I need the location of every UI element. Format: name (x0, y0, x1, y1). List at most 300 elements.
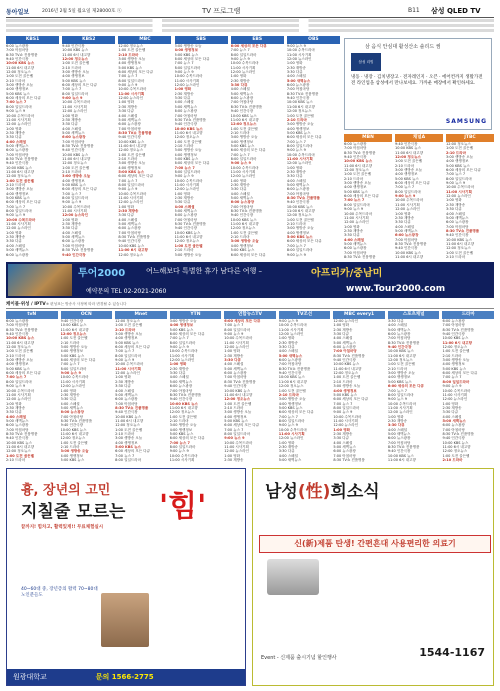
cable-title: 케이블·위성 / IPTV (6, 302, 46, 307)
page-number: B11 (408, 7, 420, 14)
program-row: 5:00 새벽뉴스 (333, 444, 356, 449)
program-row: 3:00 생방송 오늘 (118, 161, 146, 166)
program-row: 12:00 정오뉴스 (286, 109, 312, 114)
program-row: 11:00 6시 내고향 (118, 248, 148, 253)
program-row: 10:00 수목드라마 (174, 178, 203, 183)
program-row: 6:00 뉴스광장 (286, 83, 310, 88)
program-row: 12:00 뉴스라인 (286, 161, 312, 166)
listing-column (446, 134, 494, 260)
program-row: 5:00 새벽뉴스 (278, 353, 303, 358)
program-row: 10:00 수목드라마 (118, 87, 147, 92)
ad-left-sub1: 끝까지! 힘차고, 활력있게!! 무료체험실시 (21, 525, 104, 530)
program-row: 8:00 일일드라마 (6, 104, 32, 109)
program-row: 9:40 인간극장 (333, 358, 356, 363)
program-row: 5:00 KBS 뉴스 (230, 248, 255, 253)
program-row: 8:30 TV쇼 진품명품 (395, 241, 427, 246)
program-row: 4:00 생생정보 (442, 362, 465, 367)
program-row: 10:00 KBS 뉴스 (174, 230, 201, 235)
program-row: 12:00 정오뉴스 (224, 397, 251, 402)
program-row: 4:00 스페셜 (286, 74, 306, 79)
program-row: 4:00 스페셜 (278, 349, 298, 354)
program-row: 1:00 영화 (174, 87, 192, 92)
program-row: 12:00 정오뉴스 (118, 252, 144, 257)
channel-header: TV조선 (279, 311, 331, 319)
program-row: 7:00 뉴스 7 (115, 349, 135, 354)
program-row: 2:30 재방송 (169, 366, 189, 371)
program-row: 12:00 뉴스라인 (278, 436, 304, 441)
program-row: 3:30 다큐 (278, 449, 295, 454)
program-row: 10:00 수목드라마 (174, 74, 203, 79)
listing-column (118, 36, 171, 260)
program-row: 6:00 세상의 모든 다큐 (230, 148, 266, 153)
program-row: 10:00 KBS 뉴스 (278, 375, 305, 380)
program-row: 11:00 시사기획 (169, 458, 195, 462)
program-row: 3:30 다큐 (446, 207, 462, 212)
program-row: 1:00 영화 (169, 362, 187, 367)
program-row: 7:00 아침마당 (6, 323, 29, 328)
program-row: 9:40 인간극장 (442, 436, 465, 441)
program-row: 2:10 드라마 (344, 176, 364, 181)
program-row: 2:30 재방송 (6, 130, 26, 135)
health-ad-left (6, 468, 246, 686)
program-row: 3:30 다큐 (387, 319, 404, 323)
program-row: 2:10 드라마 (286, 222, 306, 227)
program-row: 11:00 6시 내고향 (395, 254, 424, 259)
program-row: 11:00 시사기획 (6, 117, 31, 122)
program-row: 1:00 영화 (6, 230, 22, 235)
channel-header: KBS2 (62, 36, 115, 44)
program-row: 1:00 도전 골든벨 (60, 440, 88, 445)
program-row: 8:00 일일드라마 (224, 327, 251, 332)
program-row: 10:00 KBS 뉴스 (6, 61, 35, 66)
program-row: 5:00 KBS 뉴스 (446, 163, 470, 168)
program-row: 1:00 도전 골든벨 (115, 323, 143, 328)
program-row: 11:00 시사기획 (395, 202, 420, 207)
program-row: 9:00 뉴스 9 (60, 371, 81, 376)
program-row: 7:00 아침마당 (395, 237, 418, 242)
travel-photo (8, 264, 72, 296)
program-row: 7:00 뉴스 7 (62, 87, 82, 92)
program-row: 5:00 KBS 뉴스 (115, 340, 139, 345)
program-row: 7:00 아침마당 (333, 453, 356, 458)
program-row: 1:00 도전 골든벨 (118, 152, 146, 157)
program-row: 7:00 뉴스 7 (344, 198, 365, 203)
program-row: 7:00 아침마당 (344, 146, 367, 151)
program-row: 3:00 생방송 오늘 (286, 122, 314, 127)
program-row: 7:00 뉴스 7 (224, 427, 244, 432)
program-row: 6:00 세상의 모든 다큐 (6, 371, 41, 376)
program-row: 12:00 정오뉴스 (174, 135, 200, 140)
program-row: 12:00 뉴스라인 (395, 207, 420, 212)
program-row: 4:00 스페셜 (174, 204, 195, 209)
program-row: 11:00 6시 내고향 (442, 340, 472, 345)
program-row: 10:00 KBS 뉴스 (387, 349, 414, 354)
program-row: 11:00 시사기획 (118, 196, 144, 201)
program-row: 5:00 새벽뉴스 (446, 215, 469, 220)
program-row: 11:00 시사기획 (224, 444, 249, 449)
program-row: 8:30 TV쇼 진품명품 (333, 353, 365, 358)
program-row: 9:40 인간극장 (387, 449, 411, 454)
program-row: 7:00 뉴스 7 (395, 185, 415, 190)
program-row: 1:00 도전 골든벨 (446, 146, 473, 151)
program-row: 2:10 드라마 (6, 78, 26, 83)
program-row: 9:00 뉴스 9 (224, 332, 244, 337)
program-row: 8:00 일일드라마 (6, 379, 32, 384)
program-row: 12:00 정오뉴스 (6, 70, 31, 75)
program-row: 8:00 일일드라마 (278, 418, 305, 423)
program-row: 11:00 시사기획 (174, 183, 200, 187)
program-row: 3:00 생방송 오늘 (60, 449, 89, 454)
program-row: 8:30 TV쇼 진품명품 (446, 228, 480, 233)
program-row: 4:00 스페셜 (174, 100, 194, 105)
program-row: 5:00 새벽뉴스 (442, 418, 466, 423)
program-row: 1:00 도전 골든벨 (387, 362, 415, 367)
program-row: 11:00 6시 내고향 (230, 117, 259, 122)
program-row: 11:00 시사기획 (6, 392, 31, 397)
ad-left-footer-name: 원광대학교 (13, 673, 47, 681)
program-row: 9:40 인간극장 (6, 436, 29, 441)
program-row: 7:00 뉴스 7 (6, 100, 27, 105)
program-row: 6:00 뉴스광장 (442, 423, 465, 428)
program-row: 8:30 TV쇼 진품명품 (174, 117, 207, 122)
program-row: 12:00 정오뉴스 (174, 239, 200, 244)
program-row: 4:00 생생정보 (278, 401, 302, 406)
program-row: 1:00 영화 (286, 61, 303, 66)
program-row: 5:00 새벽뉴스 (118, 222, 141, 227)
program-row: 9:40 인간극장 (230, 109, 254, 114)
program-row: 1:00 영화 (278, 440, 295, 445)
program-row: 7:00 아침마당 (442, 427, 465, 432)
listing-column (61, 311, 113, 465)
program-row: 12:00 뉴스라인 (62, 109, 87, 114)
program-row: 5:00 KBS 뉴스 (60, 458, 85, 462)
program-row: 6:00 세상의 모든 다큐 (446, 168, 481, 173)
program-row: 10:00 KBS 뉴스 (60, 323, 87, 328)
program-row: 11:00 6시 내고향 (6, 444, 35, 449)
program-row: 12:00 뉴스라인 (224, 345, 249, 350)
program-row: 4:00 스페셜 (387, 427, 407, 432)
program-row: 10:00 수목드라마 (286, 152, 315, 157)
program-row: 8:30 TV쇼 진품명품 (60, 418, 93, 423)
program-row: 7:00 아침마당 (118, 126, 141, 131)
program-row: 1:00 영화 (6, 126, 22, 131)
program-row: 3:00 생방송 오늘 (174, 252, 202, 257)
channel-header: MBN (344, 134, 392, 142)
program-row: 10:00 수목드라마 (6, 113, 35, 118)
program-row: 9:00 뉴스 9 (278, 423, 298, 428)
program-row: 4:00 생생정보 (60, 453, 84, 458)
program-row: 2:30 재방송 (174, 91, 194, 96)
program-row: 3:00 생방송 오늘 (60, 345, 88, 350)
program-row: 12:00 뉴스라인 (6, 226, 31, 231)
program-row: 2:30 재방송 (115, 379, 135, 384)
program-row: 1:00 영화 (446, 198, 462, 203)
program-row: 2:10 드라마 (60, 340, 80, 345)
program-row: 3:00 생방송 오늘 (224, 410, 252, 415)
program-row: 4:00 스페셜 (118, 217, 138, 222)
program-row: 2:30 재방송 (230, 183, 250, 187)
ad-left-photo (101, 593, 149, 647)
program-row: 12:00 정오뉴스 (387, 358, 413, 363)
program-row: 7:00 뉴스 7 (286, 243, 306, 248)
program-row: 4:00 생생정보 (6, 191, 29, 196)
program-row: 5:00 KBS 뉴스 (174, 52, 199, 57)
program-row: 11:00 6시 내고향 (333, 366, 362, 371)
cable-subtitle: ※ 편성표는 방송사 사정에 따라 변경될 수 있습니다 (46, 302, 127, 306)
program-row: 11:00 6시 내고향 (60, 327, 89, 332)
program-row: 1:00 영화 (278, 336, 295, 341)
program-row: 8:30 TV쇼 진품명품 (6, 156, 38, 161)
program-row: 10:00 KBS 뉴스 (395, 250, 421, 255)
program-row: 2:10 드라마 (62, 169, 82, 174)
program-row: 2:10 드라마 (446, 150, 467, 155)
program-row: 4:00 스페셜 (224, 362, 244, 367)
program-row: 2:30 재방송 (118, 104, 138, 109)
program-row: 7:00 뉴스 7 (174, 165, 195, 170)
program-row: 11:00 6시 내고향 (6, 169, 35, 174)
program-row: 2:10 드라마 (442, 353, 462, 358)
program-row: 10:00 KBS 뉴스 (118, 243, 145, 248)
program-row: 5:00 새벽뉴스 (6, 418, 29, 423)
program-row: 8:00 일일드라마 (62, 91, 89, 96)
program-row: 2:30 재방송 (6, 235, 26, 240)
program-row: 8:00 일일드라마 (60, 366, 87, 371)
program-row: 9:40 인간극장 (118, 239, 141, 244)
program-row: 10:00 KBS 뉴스 (387, 453, 414, 458)
program-row: 6:00 뉴스광장 (387, 332, 411, 337)
program-row: 6:00 뉴스광장 (442, 319, 465, 323)
program-row: 2:30 재방송 (395, 215, 415, 220)
program-row: 5:00 새벽뉴스 (224, 366, 247, 371)
program-row: 7:00 아침마당 (6, 48, 29, 53)
program-row: 12:00 뉴스라인 (446, 194, 471, 199)
program-row: 2:10 드라마 (115, 327, 136, 332)
program-row: 1:00 영화 (442, 401, 459, 406)
program-row: 6:00 세상의 모든 다큐 (395, 181, 430, 186)
program-row: 7:00 뉴스 7 (169, 336, 189, 341)
program-row: 9:40 인간극장 (174, 226, 197, 231)
program-row: 12:00 정오뉴스 (60, 436, 86, 441)
program-row: 1:00 도전 골든벨 (118, 48, 146, 53)
channel-header: 채널A (395, 134, 443, 142)
program-row: 8:30 TV쇼 진품명품 (442, 431, 474, 436)
program-row: 12:00 뉴스라인 (333, 319, 359, 323)
program-row: 12:00 뉴스라인 (6, 122, 31, 127)
program-row: 8:00 일일드라마 (62, 196, 89, 201)
program-row: 2:30 재방송 (174, 196, 194, 201)
program-row: 6:00 세상의 모든 다큐 (60, 358, 96, 363)
program-row: 1:00 영화 (118, 204, 135, 209)
program-row: 2:10 드라마 (230, 235, 250, 240)
program-row: 3:30 다큐 (230, 83, 248, 88)
program-row: 9:00 뉴스 9 (6, 384, 26, 389)
program-row: 2:10 드라마 (169, 418, 189, 423)
program-row: 10:00 KBS 뉴스 (395, 146, 421, 151)
program-row: 6:00 뉴스광장 (333, 449, 356, 454)
program-row: 7:00 아침마당 (174, 217, 197, 222)
program-row: 10:00 수목드라마 (230, 61, 259, 66)
program-row: 4:00 스페셜 (169, 375, 189, 380)
program-row: 4:00 생생정보 (169, 427, 193, 432)
program-row: 11:00 시사기획 (333, 418, 359, 423)
program-row: 1:00 영화 (224, 349, 240, 354)
listing-column (6, 36, 59, 260)
program-row: 8:30 TV쇼 진품명품 (278, 366, 311, 371)
program-row: 3:30 다큐 (62, 226, 78, 231)
program-row: 4:00 생생정보 (174, 152, 197, 157)
travel-brand: 투어2000 (78, 268, 126, 279)
program-row: 10:00 수목드라마 (230, 165, 259, 170)
program-row: 5:00 새벽뉴스 (387, 327, 411, 332)
program-row: 4:00 스페셜 (230, 87, 250, 92)
program-row: 3:00 생방송 오늘 (6, 358, 33, 363)
program-row: 6:00 뉴스광장 (174, 109, 197, 114)
program-row: 6:00 세상의 모든 다큐 (278, 410, 314, 415)
program-row: 2:30 재방송 (118, 209, 139, 214)
program-row: 4:00 스페셜 (230, 191, 250, 196)
program-row: 7:00 아침마당 (224, 375, 247, 380)
program-row: 11:00 시사기획 (62, 209, 87, 214)
program-row: 3:30 다큐 (387, 423, 405, 428)
program-row: 10:00 KBS 뉴스 (115, 414, 142, 419)
program-row: 11:00 6시 내고향 (286, 209, 315, 214)
program-row: 2:30 재방송 (224, 458, 244, 462)
program-row: 3:30 다큐 (118, 213, 135, 218)
program-row: 10:00 KBS 뉴스 (62, 48, 89, 53)
program-row: 1:00 영화 (387, 414, 404, 419)
program-row: 5:00 KBS 뉴스 (224, 418, 248, 423)
program-row: 10:00 수목드라마 (442, 388, 471, 393)
program-row: 6:00 뉴스광장 (278, 358, 302, 363)
program-row: 8:00 일일드라마 (115, 458, 141, 462)
program-row: 11:00 6시 내고향 (169, 405, 198, 410)
program-row: 11:00 6시 내고향 (344, 163, 373, 168)
channel-header: 연합뉴스TV (224, 311, 276, 319)
program-row: 9:00 뉴스 9 (230, 57, 250, 62)
program-row: 8:30 TV쇼 진품명품 (118, 130, 152, 135)
program-row: 5:00 새벽뉴스 (333, 340, 356, 345)
program-row: 1:00 영화 (62, 113, 78, 118)
program-row: 11:00 6시 내고향 (62, 52, 91, 57)
listing-column (62, 36, 115, 260)
program-row: 5:00 새벽뉴스 (286, 183, 310, 187)
program-row: 7:00 아침마당 (230, 204, 254, 209)
program-row: 11:00 시사기획 (169, 353, 195, 358)
program-row: 5:00 새벽뉴스 (60, 405, 84, 410)
program-row: 7:00 뉴스 7 (446, 172, 466, 177)
program-row: 9:00 뉴스 9 (62, 96, 83, 101)
program-row: 12:00 뉴스라인 (442, 397, 468, 402)
program-row: 8:30 TV쇼 진품명품 (230, 209, 263, 214)
program-row: 9:00 뉴스 9 (230, 161, 251, 166)
program-row: 9:00 뉴스 9 (118, 187, 138, 192)
program-row: 4:00 스페셜 (442, 414, 462, 419)
program-row: 4:00 생생정보 (6, 87, 29, 92)
ad-left-line2: 지칠줄 모르는 (21, 502, 126, 522)
program-row: 3:00 생방송 오늘 (115, 332, 143, 337)
program-row: 10:00 수목드라마 (6, 217, 36, 222)
program-row: 7:00 뉴스 7 (230, 48, 250, 53)
channel-header: tvN (6, 311, 58, 319)
program-row: 10:00 수목드라마 (278, 323, 307, 328)
program-row: 3:00 생방송 오늘 (442, 358, 470, 363)
program-row: 4:00 생생정보 (230, 139, 254, 144)
program-row: 1:00 영화 (174, 191, 191, 196)
program-row: 10:00 수목드라마 (446, 185, 475, 190)
program-row: 4:00 스페셜 (115, 388, 135, 393)
program-row: 4:00 생생정보 (118, 61, 141, 66)
program-row: 9:40 인간극장 (286, 200, 310, 205)
program-row: 7:00 뉴스 7 (118, 178, 138, 183)
program-row: 12:00 정오뉴스 (446, 142, 471, 146)
program-row: 3:00 생방송 오늘 (344, 181, 371, 186)
program-row: 6:00 세상의 모든 다큐 (174, 57, 210, 62)
program-row: 6:00 세상의 모든 다큐 (118, 174, 154, 179)
program-row: 5:00 새벽뉴스 (278, 458, 302, 462)
program-row: 10:00 KBS 뉴스 (6, 440, 32, 445)
program-row: 2:10 드라마 (395, 163, 415, 168)
program-row: 8:30 TV쇼 진품명품 (286, 91, 319, 96)
program-row: 8:30 TV쇼 진품명품 (6, 52, 38, 57)
program-row: 11:00 시사기획 (224, 340, 249, 345)
program-row: 8:30 TV쇼 진품명품 (62, 143, 94, 148)
program-row: 12:00 뉴스라인 (174, 187, 200, 192)
program-row: 12:00 뉴스라인 (174, 83, 200, 88)
program-row: 10:00 KBS 뉴스 (224, 388, 251, 393)
program-row: 11:00 6시 내고향 (60, 431, 89, 436)
program-row: 5:00 KBS 뉴스 (62, 183, 86, 187)
program-row: 1:00 영화 (395, 211, 411, 216)
ad-right-banner: 신(新)제품 탄생! 간편흔대 사용편리한 의료기 (259, 535, 491, 553)
program-row: 6:00 세상의 모든 다큐 (230, 44, 267, 48)
listing-column (224, 311, 276, 465)
program-row: 4:00 생생정보 (6, 362, 29, 367)
ad-right-title-b: (性) (297, 482, 331, 502)
program-row: 3:30 다큐 (333, 436, 350, 441)
program-row: 3:00 생방송 오늘 (333, 384, 361, 389)
program-row: 10:00 KBS 뉴스 (446, 237, 472, 242)
issue-date: 2016년 2월 5일 월요일 제28000호 ⓢ (42, 9, 122, 14)
program-row: 1:00 영화 (118, 100, 135, 105)
program-row: 5:00 KBS 뉴스 (118, 65, 143, 70)
program-row: 6:00 세상의 모든 다큐 (169, 436, 205, 441)
program-row: 7:00 아침마당 (278, 362, 302, 367)
channel-header: MBC every1 (333, 311, 385, 319)
program-row: 4:00 스페셜 (62, 126, 82, 131)
program-row: 8:00 일일드라마 (230, 52, 257, 57)
program-row: 2:30 재방송 (6, 405, 26, 410)
program-row: 6:00 세상의 모든 다큐 (442, 371, 478, 376)
program-row: 2:10 드라마 (446, 254, 466, 259)
program-row: 10:00 KBS 뉴스 (442, 440, 469, 445)
program-row: 2:30 재방송 (442, 405, 462, 410)
samsung-brand-logo: SAMSUNG (445, 118, 487, 125)
program-row: 3:30 다큐 (224, 358, 241, 363)
program-row: 4:00 스페셜 (60, 401, 80, 406)
program-row: 12:00 정오뉴스 (118, 44, 144, 48)
program-row: 4:00 생생정보 (387, 375, 411, 380)
program-row: 12:00 정오뉴스 (62, 161, 87, 166)
program-row: 9:40 인간극장 (62, 44, 85, 48)
program-row: 6:00 뉴스광장 (230, 200, 255, 205)
program-row: 3:00 생방송 오늘 (395, 168, 422, 173)
program-row: 10:00 KBS 뉴스 (230, 113, 257, 118)
program-row: 8:00 일일드라마 (169, 340, 196, 345)
program-row: 4:00 스페셜 (395, 224, 415, 229)
program-row: 8:00 일일드라마 (230, 156, 257, 161)
program-row: 1:00 영화 (344, 224, 360, 229)
program-row: 11:00 6시 내고향 (230, 222, 259, 227)
